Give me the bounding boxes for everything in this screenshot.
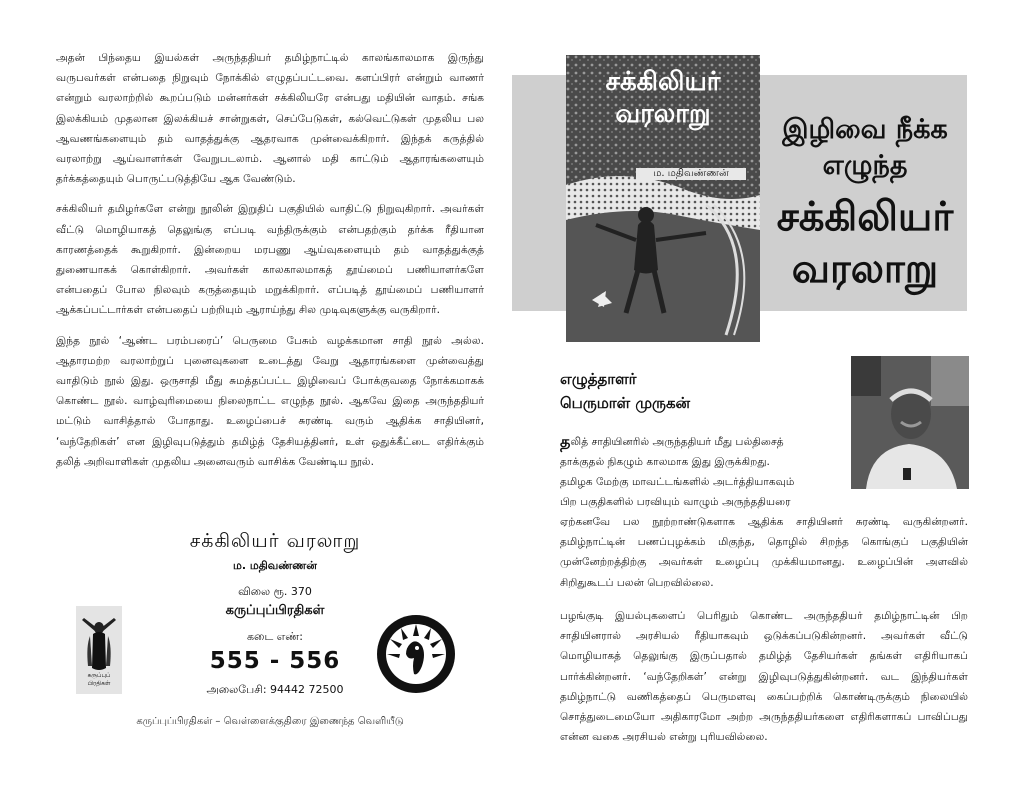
left-paragraph-2: சக்கிலியர் தமிழர்களே என்று நூலின் இறுதிப் பகுதியில் வாதிட்டு நிறுவுகிறார். அவர்கள் வீட்டு மொழியாகத் தெலுங்கு எப்படி வந்திருக்கும் என்பதற்கும் தர்க்க ரீதியான காரணத்தைக் கூறுகிறார். இன்றைய மரபணு ஆய்வுகளையும் தம் வாதத்துக்குத் துணையாகக் கொள்கிறார். அவர்கள் காலகாலமாகத் தூய்மைப் பணியாளர்களே என்பதைப் போல நிலவும் கருத்தையும் மறுக்கிறார். எப்படித் தூய்மைப் பணியாளர் ஆக்கப்பட்டார்கள் என்பதைப் பற்றியும் ஆராய்ந்து சில முடிவுகளுக்கு வருகிறார்.: [56, 203, 484, 317]
ad-stall-number: 555 - 556: [209, 648, 341, 674]
ad-publisher: கருப்புப்பிரதிகள்: [225, 603, 325, 618]
left-page: [56, 48, 484, 472]
cover-title-line2: வரலாறு: [615, 99, 711, 129]
intro-line-3: தமிழக மேற்கு மாவட்டங்களில் அடர்த்தியாகவும்: [560, 476, 795, 488]
author-photo-figure: [851, 356, 969, 489]
dropcap: த: [560, 432, 571, 451]
ad-book-title: சக்கிலியர் வரலாறு: [189, 530, 361, 552]
headline-line2: எழுந்த: [822, 150, 908, 181]
book-cover-image: [566, 55, 760, 342]
intro-block: [560, 432, 848, 512]
horse-emblem-icon: [376, 614, 456, 694]
left-paragraph-3: இந்த நூல் ‘ஆண்ட பரம்பரைப்’ பெருமை பேசும் வழக்கமான சாதி நூல் அல்ல. ஆதாரமற்ற வரலாற்றுப் புனைவுகளை உடைத்து வேறு ஆதாரங்களை முன்வைத்து வாதிடும் நூல் இது. ஒருசாதி மீது சுமத்தப்பட்ட இழிவைப் போக்குவதை நோக்கமாகக் கொண்ட நூல். வாழ்வுரிமையை நிலைநாட்ட எழுந்த நூல். ஆகவே இதை அருந்ததியர் மட்டும் வாசித்தால் போதாது. உழைப்பைச் சுரண்டி வரும் ஆதிக்க சாதியினர், ‘வந்தேறிகள்’ என இழிவுபடுத்தும் தமிழ்த் தேசியத்தினர், உள் ஒதுக்கீட்டை எதிர்க்கும் தலித் அறிவாளிகள் முதலிய அனைவரும் வாசிக்க வேண்டிய நூல்.: [56, 334, 484, 468]
intro-rest: ஏற்கனவே பல நூற்றாண்டுகளாக ஆதிக்க சாதியினர் சுரண்டி வருகின்றனர். தமிழ்நாட்டின் பணப்புழக்கம் மிகுந்த, தொழில் சிறந்த கொங்குப் பகுதியின் முன்னேற்றத்திற்கு அவர்கள் உழைப்பு முக்கியமானது. உழைப்பின் அளவில் சிறிதுகூடப் பலன் பெறவில்லை.: [560, 516, 968, 589]
ad-stall-label: கடை எண்:: [247, 630, 303, 643]
left-footer: கருப்புப்பிரதிகள் – வெள்ளைக்குதிரை இணைந்த வெளியீடு: [136, 716, 404, 727]
publisher-logo: [76, 606, 122, 694]
cover-author: ம. மதிவண்ணன்: [636, 168, 746, 180]
ad-price: விலை ரூ. 370: [238, 585, 312, 598]
headline-line4: வரலாறு: [791, 246, 939, 292]
right-paragraph-2: பழங்குடி இயல்புகளைப் பெரிதும் கொண்ட அருந்ததியர் தமிழ்நாட்டின் பிற சாதியினரால் அரசியல் ரீதியாகவும் ஒடுக்கப்படுகின்றனர். அவர்கள் வீட்டு மொழியாகத் தெலுங்கு இருப்பதால் தமிழ்த் தேசியர்கள் தங்கள் எதிரியாகப் பார்க்கின்றனர். ‘வந்தேறிகள்’ என்று இழிவுபடுத்துகின்றனர். வட இந்தியர்கள் தமிழ்நாட்டு வணிகத்தைப் பெருமளவு கைப்பற்றிக் கொண்டிருக்கும் நிலையில் சொத்துடைமையோ அதிகாரமோ அற்ற அருந்ததியர்களை எதிரிகளாகப் பாவிப்பது என்ன வகை அரசியல் என்று புரியவில்லை.: [560, 610, 968, 744]
headline-line1: இழிவை நீக்க: [782, 114, 948, 145]
publisher-logo-text: கருப்புப் பிரதிகள்: [87, 672, 111, 687]
intro-line-4: பிற பகுதிகளில் பரவியும் வாழும் அருந்ததியரை: [560, 496, 791, 508]
headline-line3: சக்கிலியர்: [776, 194, 954, 240]
ad-phone: அலைபேசி: 94442 72500: [206, 683, 344, 696]
left-paragraph-1: அதன் பிந்தைய இயல்கள் அருந்ததியர் தமிழ்நாட்டில் காலங்காலமாக இருந்து வருபவர்கள் என்பதை நிறுவும் நோக்கில் எழுதப்பட்டவை. களப்பிரர் என்றும் வாணர் என்றும் வரலாற்றில் கூறப்படும் மன்னர்கள் சக்கிலியரே என்பது மதியின் வாதம். சங்க இலக்கியம் முதலான இலக்கியச் சான்றுகள், செப்பேடுகள், கல்வெட்டுகள் முதலிய பல ஆவணங்களையும் தம் வாதத்துக்கு ஆதரவாக முன்வைக்கிறார். இந்தக் கருத்தில் வரலாற்று ஆய்வாளர்கள் வேறுபடலாம். ஆனால் மதி காட்டும் ஆதாரங்களையும் தர்க்கத்தையும் பொருட்படுத்தியே ஆக வேண்டும்.: [56, 52, 484, 186]
emblem-logo: [376, 614, 456, 694]
cover-title-line1: சக்கிலியர்: [605, 67, 721, 97]
byline-name: பெருமாள் முருகன்: [560, 394, 691, 412]
ad-author: ம. மதிவண்ணன்: [233, 559, 317, 572]
intro-line-2: தாக்குதல் நிகழும் காலமாக இது இருக்கிறது.: [560, 456, 770, 468]
intro-line-1: லித் சாதியினரில் அருந்ததியர் மீது பல்திசைத்: [570, 436, 784, 448]
byline-label: எழுத்தாளர்: [560, 370, 637, 388]
author-photo: [851, 356, 969, 489]
